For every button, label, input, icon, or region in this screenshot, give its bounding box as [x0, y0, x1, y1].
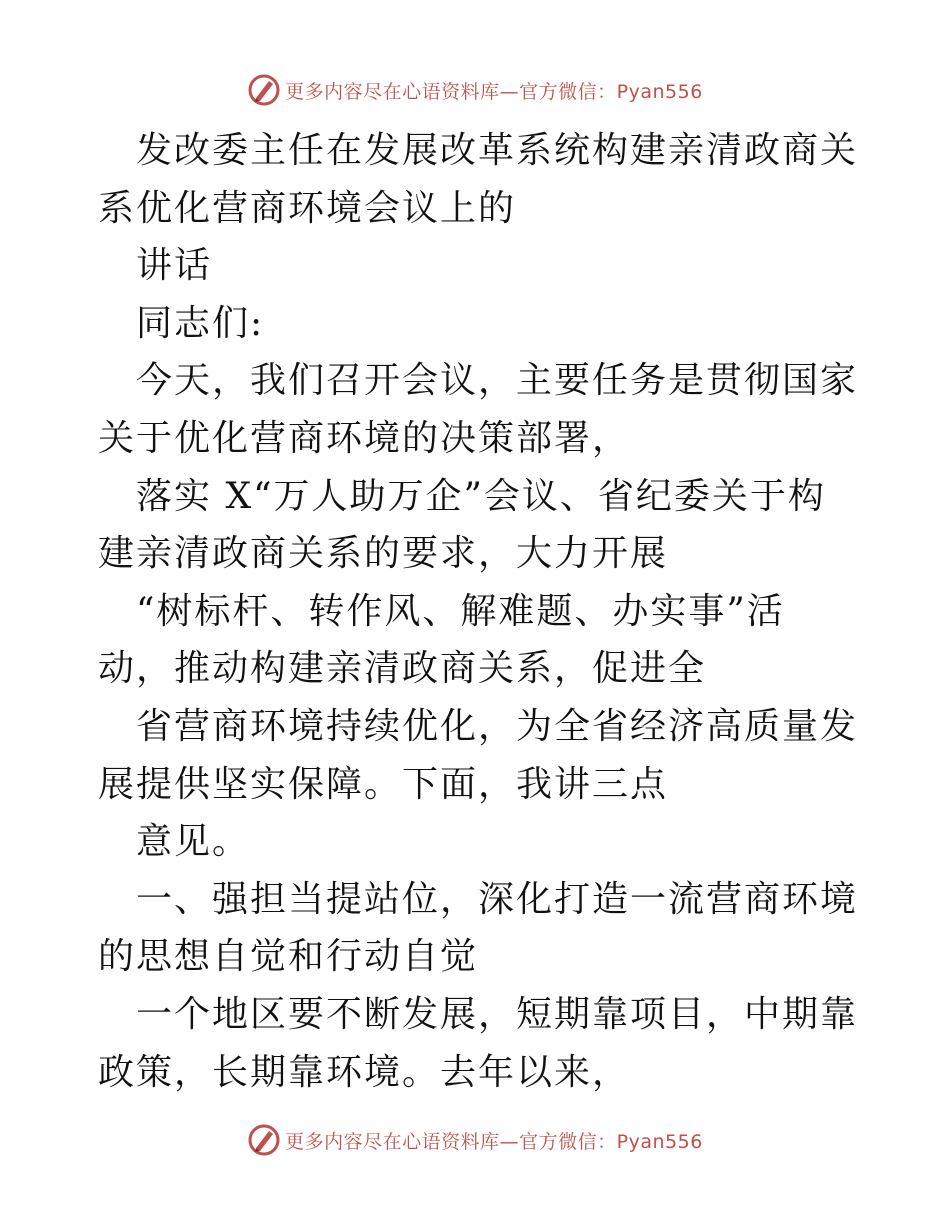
paragraph: “树标杆、转作风、解难题、办实事”活动，推动构建亲清政商关系，促进全: [98, 590, 785, 690]
watermark-text: 更多内容尽在心语资料库—官方微信：Pyan556: [285, 1130, 703, 1153]
paragraph: 落实 X“万人助万企”会议、省纪委关于构建亲清政商关系的要求，大力开展: [98, 475, 826, 575]
watermark-banner-top: [0, 70, 950, 110]
document-body: [98, 122, 858, 1101]
watermark-text: 更多内容尽在心语资料库—官方微信：Pyan556: [285, 80, 703, 103]
pen-logo-icon: [247, 73, 281, 107]
paragraph-salutation: 同志们:: [136, 302, 265, 344]
pen-logo-icon: [247, 1123, 281, 1157]
section-heading: 一、强担当提站位，深化打造一流营商环境的思想自觉和行动自觉: [98, 878, 859, 978]
paragraph: 意见。: [136, 821, 251, 863]
paragraph: 一个地区要不断发展，短期靠项目，中期靠政策，长期靠环境。去年以来，: [98, 993, 859, 1093]
paragraph: 省营商环境持续优化，为全省经济高质量发展提供坚实保障。下面，我讲三点: [98, 705, 859, 805]
paragraph: 今天，我们召开会议，主要任务是贯彻国家关于优化营商环境的决策部署，: [98, 360, 859, 459]
paragraph-title: 发改委主任在发展改革系统构建亲清政商关系优化营商环境会议上的: [98, 130, 859, 229]
paragraph-title-cont: 讲话: [136, 245, 213, 287]
watermark-banner-bottom: [0, 1120, 950, 1160]
